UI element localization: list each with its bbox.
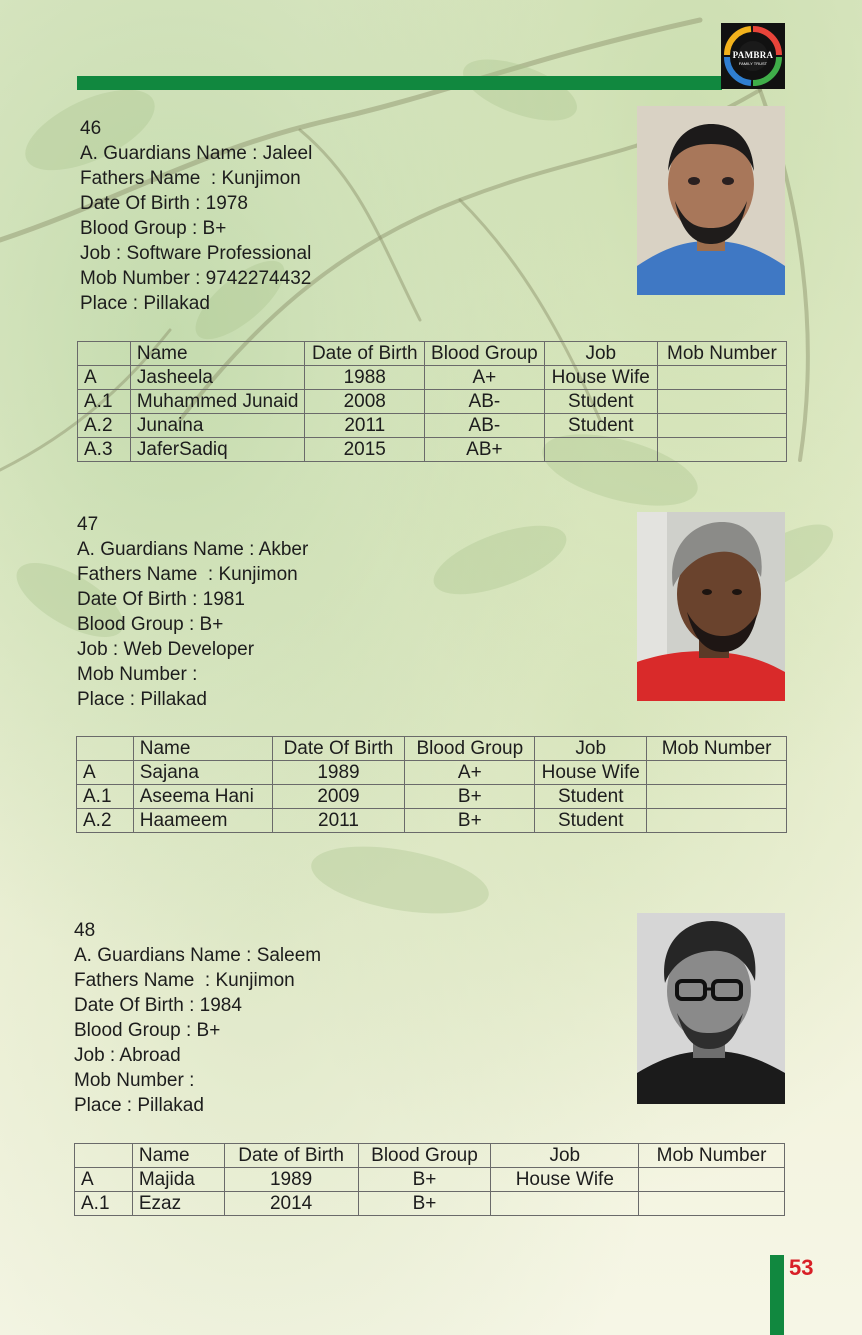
table-cell: Aseema Hani <box>133 785 272 809</box>
header-cell: Mob Number <box>657 342 786 366</box>
table-cell: B+ <box>358 1192 491 1216</box>
table-cell: A.2 <box>78 414 131 438</box>
job: Job : Software Professional <box>80 243 312 264</box>
date-of-birth: Date Of Birth : 1978 <box>80 193 248 214</box>
guardian-photo-46 <box>637 106 785 295</box>
header-cell: Job <box>544 342 657 366</box>
mobile-number: Mob Number : <box>77 664 198 685</box>
header-cell: Date of Birth <box>224 1144 358 1168</box>
table-row <box>77 761 787 785</box>
guardian-name: A. Guardians Name : Saleem <box>74 945 322 966</box>
table-cell: A <box>78 366 131 390</box>
table-header-row <box>78 342 787 366</box>
header-cell <box>77 737 134 761</box>
blood-group: Blood Group : B+ <box>77 614 224 635</box>
table-cell: B+ <box>405 809 535 833</box>
table-cell: Haameem <box>133 809 272 833</box>
place: Place : Pillakad <box>74 1095 204 1116</box>
mobile-number: Mob Number : <box>74 1070 195 1091</box>
table-row <box>78 390 787 414</box>
table-cell: Student <box>535 809 647 833</box>
entry-number: 46 <box>80 118 102 139</box>
father-name: Fathers Name : Kunjimon <box>77 564 298 585</box>
header-accent-bar <box>77 76 722 90</box>
table-cell: House Wife <box>535 761 647 785</box>
table-cell <box>491 1192 639 1216</box>
table-cell: A.1 <box>78 390 131 414</box>
header-cell: Blood Group <box>405 737 535 761</box>
job: Job : Web Developer <box>77 639 255 660</box>
table-cell: A.1 <box>77 785 134 809</box>
table-row <box>78 414 787 438</box>
place: Place : Pillakad <box>80 293 210 314</box>
guardian-photo-48 <box>637 913 785 1104</box>
table-cell: Sajana <box>133 761 272 785</box>
table-cell: 2011 <box>272 809 405 833</box>
logo-text: PAMBRA <box>732 50 774 60</box>
pambra-logo <box>721 23 785 89</box>
header-cell: Job <box>491 1144 639 1168</box>
table-cell: Student <box>544 390 657 414</box>
table-cell: 1989 <box>224 1168 358 1192</box>
entry-48-info <box>74 918 321 1118</box>
header-cell: Mob Number <box>639 1144 785 1168</box>
table-cell: 2011 <box>305 414 425 438</box>
table-cell: AB- <box>425 390 545 414</box>
entry-number: 48 <box>74 920 96 941</box>
header-cell <box>75 1144 133 1168</box>
father-name: Fathers Name : Kunjimon <box>74 970 295 991</box>
table-cell: 2015 <box>305 438 425 462</box>
guardian-name: A. Guardians Name : Akber <box>77 539 309 560</box>
table-cell: 1988 <box>305 366 425 390</box>
entry-46-info <box>80 116 312 316</box>
table-cell: 2009 <box>272 785 405 809</box>
table-cell: Muhammed Junaid <box>130 390 305 414</box>
header-cell <box>78 342 131 366</box>
table-cell <box>647 785 787 809</box>
table-header-row <box>75 1144 785 1168</box>
table-header-row <box>77 737 787 761</box>
guardian-name: A. Guardians Name : Jaleel <box>80 143 313 164</box>
header-cell: Blood Group <box>358 1144 491 1168</box>
header-cell: Date of Birth <box>305 342 425 366</box>
date-of-birth: Date Of Birth : 1981 <box>77 589 245 610</box>
table-row <box>75 1192 785 1216</box>
table-cell: Student <box>535 785 647 809</box>
header-cell: Name <box>133 737 272 761</box>
table-cell <box>657 438 786 462</box>
header-cell: Job <box>535 737 647 761</box>
table-row <box>77 809 787 833</box>
table-cell <box>544 438 657 462</box>
header-cell: Blood Group <box>425 342 545 366</box>
table-cell <box>639 1192 785 1216</box>
header-cell: Mob Number <box>647 737 787 761</box>
table-cell: House Wife <box>491 1168 639 1192</box>
table-cell <box>657 414 786 438</box>
table-cell: AB- <box>425 414 545 438</box>
page-number: 53 <box>789 1255 814 1280</box>
table-cell <box>657 390 786 414</box>
header-cell: Name <box>132 1144 224 1168</box>
table-cell: 1989 <box>272 761 405 785</box>
header-cell: Name <box>130 342 305 366</box>
table-cell: B+ <box>358 1168 491 1192</box>
mobile-number: Mob Number : 9742274432 <box>80 268 312 289</box>
table-cell: AB+ <box>425 438 545 462</box>
table-cell: JaferSadiq <box>130 438 305 462</box>
page-number-bar <box>770 1255 784 1335</box>
table-cell: A+ <box>405 761 535 785</box>
place: Place : Pillakad <box>77 689 207 710</box>
table-cell: A.1 <box>75 1192 133 1216</box>
table-cell: House Wife <box>544 366 657 390</box>
table-row <box>78 438 787 462</box>
table-cell <box>647 761 787 785</box>
family-table-48 <box>74 1143 785 1216</box>
table-cell: A.2 <box>77 809 134 833</box>
guardian-photo-47 <box>637 512 785 701</box>
header-cell: Date Of Birth <box>272 737 405 761</box>
table-cell: A+ <box>425 366 545 390</box>
table-row <box>75 1168 785 1192</box>
family-table-47 <box>76 736 787 833</box>
table-cell: Ezaz <box>132 1192 224 1216</box>
table-cell: Jasheela <box>130 366 305 390</box>
table-cell: Junaina <box>130 414 305 438</box>
table-cell <box>657 366 786 390</box>
table-cell: A <box>77 761 134 785</box>
table-cell <box>639 1168 785 1192</box>
table-row <box>77 785 787 809</box>
table-cell: 2014 <box>224 1192 358 1216</box>
job: Job : Abroad <box>74 1045 181 1066</box>
table-row <box>78 366 787 390</box>
table-cell <box>647 809 787 833</box>
table-cell: 2008 <box>305 390 425 414</box>
family-table-46 <box>77 341 787 462</box>
table-cell: B+ <box>405 785 535 809</box>
father-name: Fathers Name : Kunjimon <box>80 168 301 189</box>
date-of-birth: Date Of Birth : 1984 <box>74 995 242 1016</box>
table-cell: Majida <box>132 1168 224 1192</box>
blood-group: Blood Group : B+ <box>74 1020 221 1041</box>
table-cell: A.3 <box>78 438 131 462</box>
entry-number: 47 <box>77 514 99 535</box>
entry-47-info <box>77 512 308 712</box>
table-cell: A <box>75 1168 133 1192</box>
logo-subtext: FAMILY TRUST <box>738 61 768 66</box>
blood-group: Blood Group : B+ <box>80 218 227 239</box>
table-cell: Student <box>544 414 657 438</box>
